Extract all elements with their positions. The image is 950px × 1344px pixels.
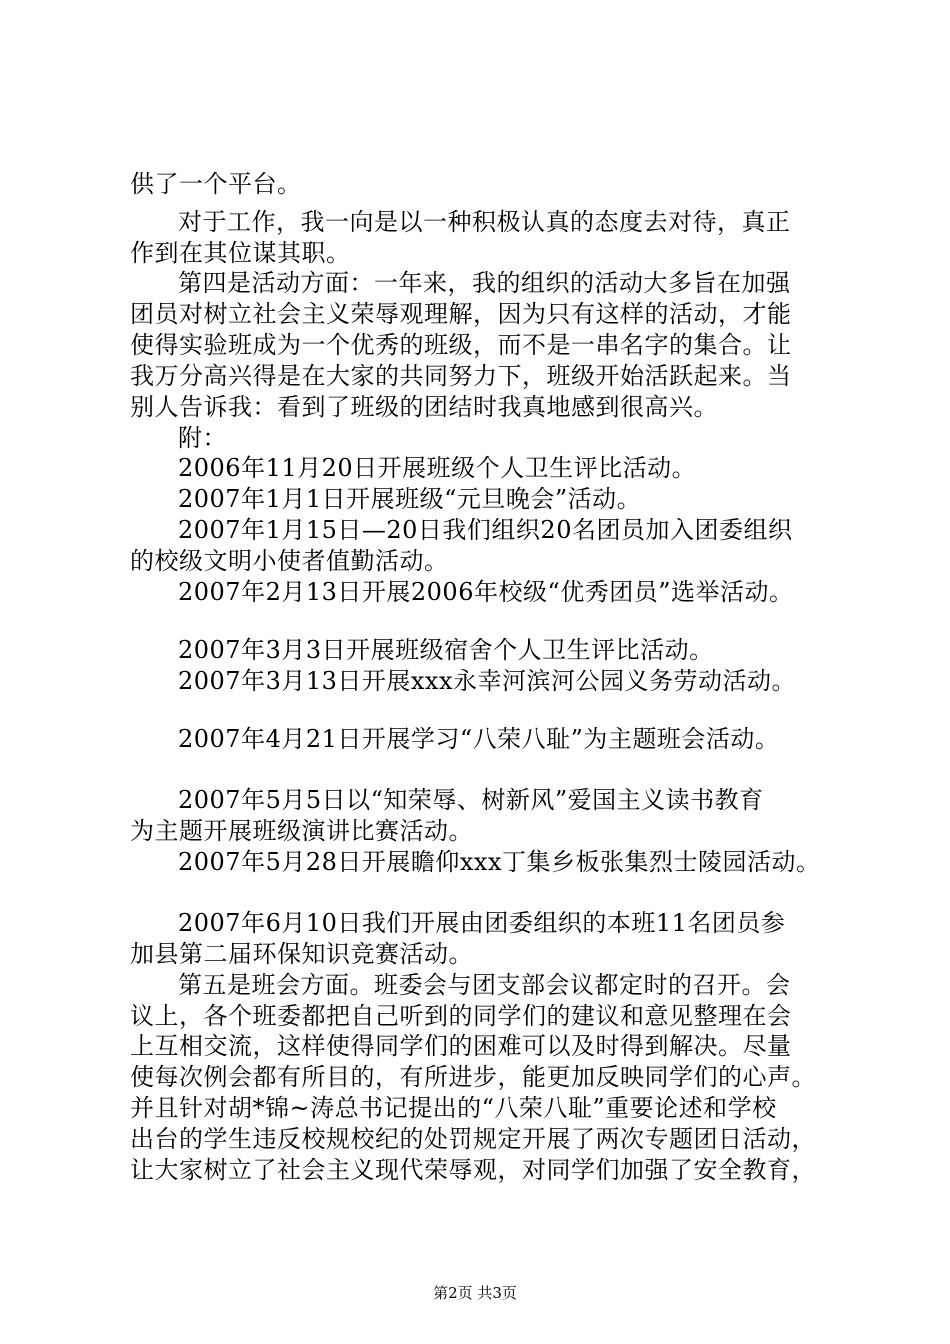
text-line: 第五是班会方面。班委会与团支部会议都定时的召开。会: [178, 971, 791, 999]
text-line: 2007年2月13日开展2006年校级“优秀团员”选举活动。: [178, 578, 794, 606]
page-number-footer: 第2页 共3页: [433, 1284, 517, 1302]
text-line: 团员对树立社会主义荣辱观理解，因为只有这样的活动，才能: [130, 300, 792, 328]
text-line: 作到在其位谋其职。: [130, 239, 351, 267]
text-line: 2007年5月5日以“知荣辱、树新风”爱国主义读书教育: [178, 786, 764, 814]
text-line: 2007年6月10日我们开展由团委组织的本班11名团员参: [178, 909, 786, 937]
text-line: 使每次例会都有所目的，有所进步，能更加反映同学们的心声。: [130, 1063, 816, 1091]
text-line: 2006年11月20日开展班级个人卫生评比活动。: [178, 454, 697, 482]
text-line: 使得实验班成为一个优秀的班级，而不是一串名字的集合。让: [130, 331, 792, 359]
text-line: 对于工作，我一向是以一种积极认真的态度去对待，真正: [178, 208, 791, 236]
text-line: 2007年1月15日—20日我们组织20名团员加入团委组织: [178, 516, 793, 544]
text-line: 2007年4月21日开展学习“八荣八耻”为主题班会活动。: [178, 725, 780, 753]
text-line: 别人告诉我：看到了班级的团结时我真地感到很高兴。: [130, 393, 718, 421]
text-line: 加县第二届环保知识竞赛活动。: [130, 940, 473, 968]
text-line: 第四是活动方面：一年来，我的组织的活动大多旨在加强: [178, 269, 791, 297]
text-line: 2007年3月3日开展班级宿舍个人卫生评比活动。: [178, 636, 714, 664]
text-line: 的校级文明小使者值勤活动。: [130, 547, 449, 575]
text-line: 2007年5月28日开展瞻仰xxx丁集乡板张集烈士陵园活动。: [178, 848, 821, 876]
text-line: 上互相交流，这样使得同学们的困难可以及时得到解决。尽量: [130, 1032, 792, 1060]
text-line: 2007年3月13日开展xxx永幸河滨河公园义务劳动活动。: [178, 667, 796, 695]
text-line: 我万分高兴得是在大家的共同努力下，班级开始活跃起来。当: [130, 362, 792, 390]
text-line: 供了一个平台。: [130, 170, 302, 198]
text-line: 议上，各个班委都把自己听到的同学们的建议和意见整理在会: [130, 1002, 792, 1030]
text-line: 并且针对胡*锦~涛总书记提出的“八荣八耻”重要论述和学校: [130, 1094, 777, 1122]
text-line: 附：: [178, 424, 227, 452]
text-line: 让大家树立了社会主义现代荣辱观，对同学们加强了安全教育，: [130, 1156, 816, 1184]
text-line: 为主题开展班级演讲比赛活动。: [130, 817, 473, 845]
text-line: 出台的学生违反校规校纪的处罚规定开展了两次专题团日活动，: [130, 1125, 816, 1153]
text-line: 2007年1月1日开展班级“元旦晚会”活动。: [178, 485, 642, 513]
